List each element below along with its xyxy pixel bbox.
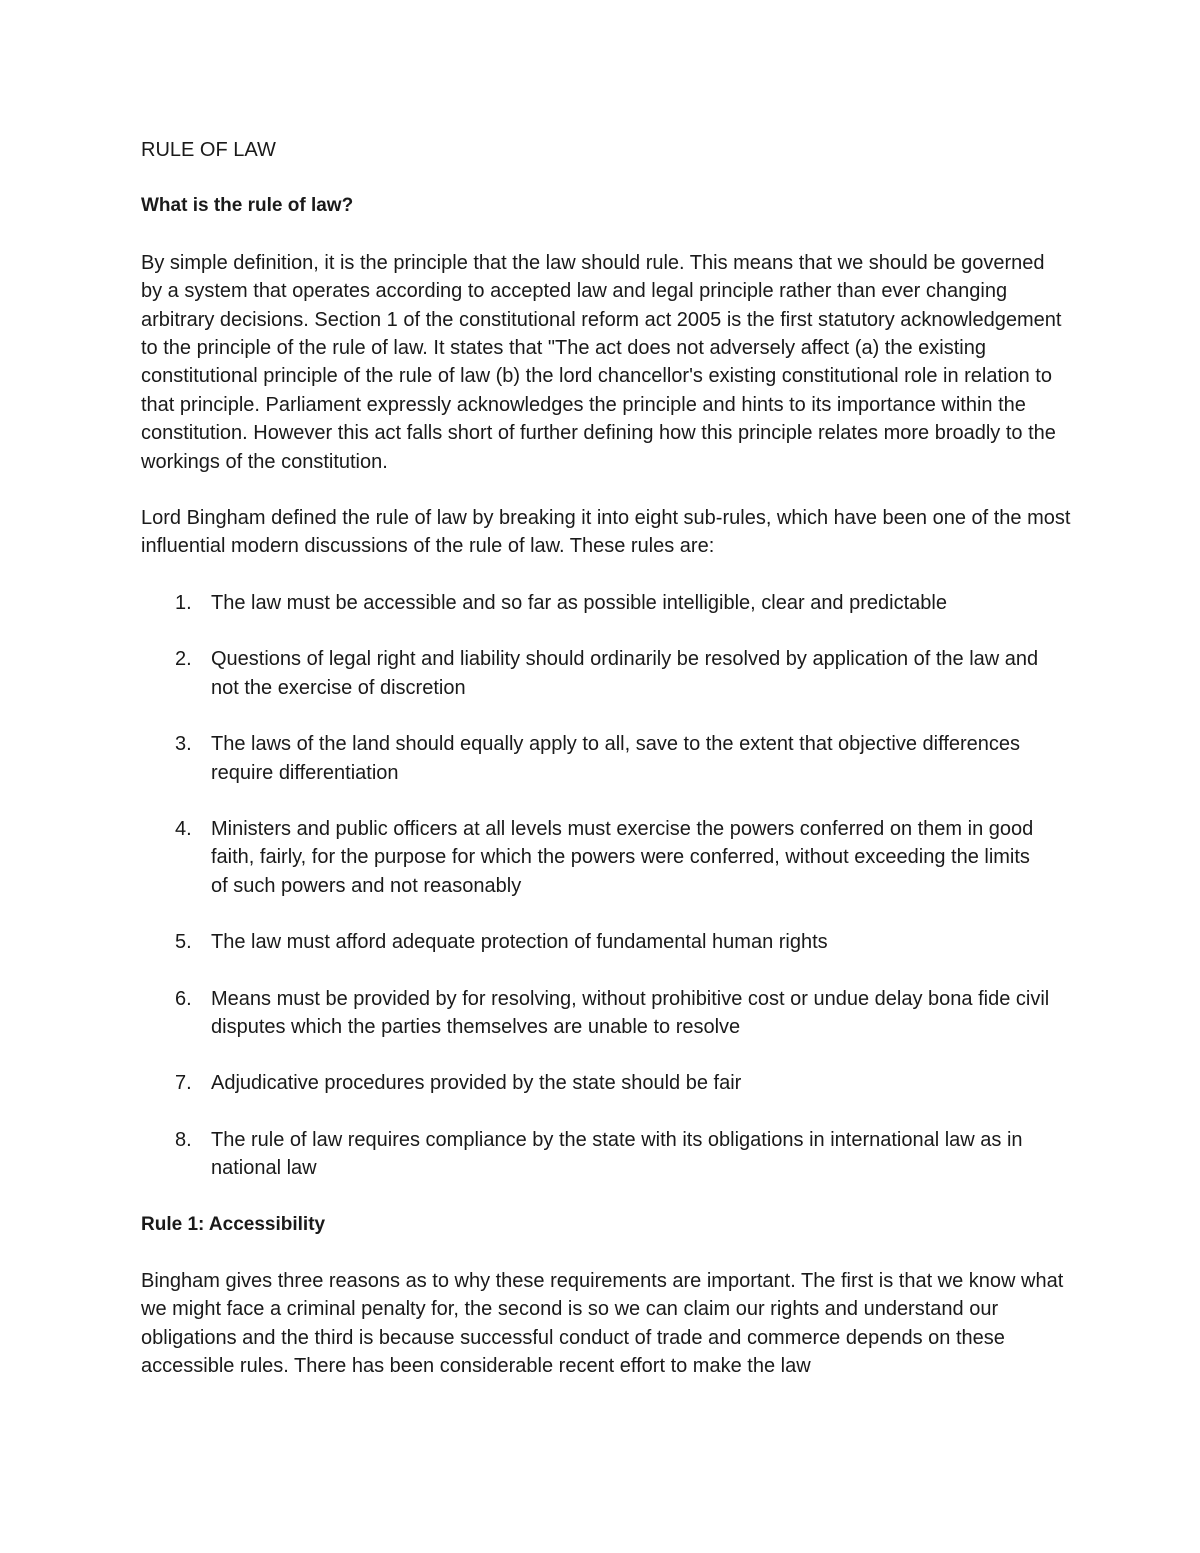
list-item <box>141 928 1071 956</box>
list-item <box>141 730 1071 787</box>
intro-paragraph: By simple definition, it is the principle that the law should rule. This means that we should be governed by a system that operates according to accepted law and legal principle rather than ever changing arbitrary decisions. Section 1 of the constitutional reform act 2005 is the first statutory acknowledgement to the principle of the rule of law. It states that "The act does not adversely affect (a) the existing constitutional principle of the rule of law (b) the lord chancellor's existing constitutional role in relation to that principle. Parliament expressly acknowledges the principle and hints to its importance within the constitution. However this act falls short of further defining how this principle relates more broadly to the workings of the constitution. <box>141 251 1062 473</box>
document-page <box>141 136 1071 1409</box>
list-item-text: Ministers and public officers at all levels must exercise the powers conferred on them in good faith, fairly, for the purpose for which the powers were conferred, without exceeding the limits of such powers and not reasonably <box>211 817 1034 897</box>
list-item-text: The laws of the land should equally apply to all, save to the extent that objective differences require differentiation <box>211 733 1021 784</box>
list-item-number: 4. <box>175 817 192 840</box>
list-item-number: 5. <box>175 931 192 954</box>
section-heading-what-is-rule-of-law: What is the rule of law? <box>141 195 354 217</box>
bingham-rules-list <box>141 589 1071 1183</box>
list-item-text: Means must be provided by for resolving, without prohibitive cost or undue delay bona fide civil disputes which the parties themselves are unable to resolve <box>211 987 1050 1038</box>
list-item-text: Adjudicative procedures provided by the state should be fair <box>211 1072 742 1095</box>
list-item-text: The law must afford adequate protection of fundamental human rights <box>211 931 828 954</box>
list-item <box>141 1069 1071 1097</box>
list-item-text: The rule of law requires compliance by the state with its obligations in international law as in national law <box>211 1128 1023 1180</box>
list-item-text: Questions of legal right and liability should ordinarily be resolved by application of the law and not the exercise of discretion <box>211 648 1039 699</box>
list-item-text: The law must be accessible and so far as possible intelligible, clear and predictable <box>211 591 947 614</box>
list-item-number: 7. <box>175 1072 192 1095</box>
list-item <box>141 645 1071 702</box>
list-item <box>141 815 1071 900</box>
section-heading-accessibility: Rule 1: Accessibility <box>141 1213 326 1235</box>
accessibility-paragraph: Bingham gives three reasons as to why these requirements are important. The first is that we know what we might face a criminal penalty for, the second is so we can claim our rights and understand our obligations and the third is because successful conduct of trade and commerce depends on these accessible rules. There has been considerable recent effort to make the law <box>141 1269 1064 1378</box>
list-item-number: 1. <box>175 591 192 614</box>
list-item <box>141 985 1071 1042</box>
document-title: RULE OF LAW <box>141 139 276 161</box>
list-item <box>141 1126 1071 1183</box>
list-item <box>141 589 1071 617</box>
list-item-number: 8. <box>175 1128 192 1151</box>
bingham-paragraph: Lord Bingham defined the rule of law by breaking it into eight sub-rules, which have been one of the most influential modern discussions of the rule of law. These rules are: <box>141 507 1071 558</box>
list-item-number: 3. <box>175 733 192 756</box>
list-item-number: 2. <box>175 648 192 671</box>
list-item-number: 6. <box>175 987 192 1010</box>
